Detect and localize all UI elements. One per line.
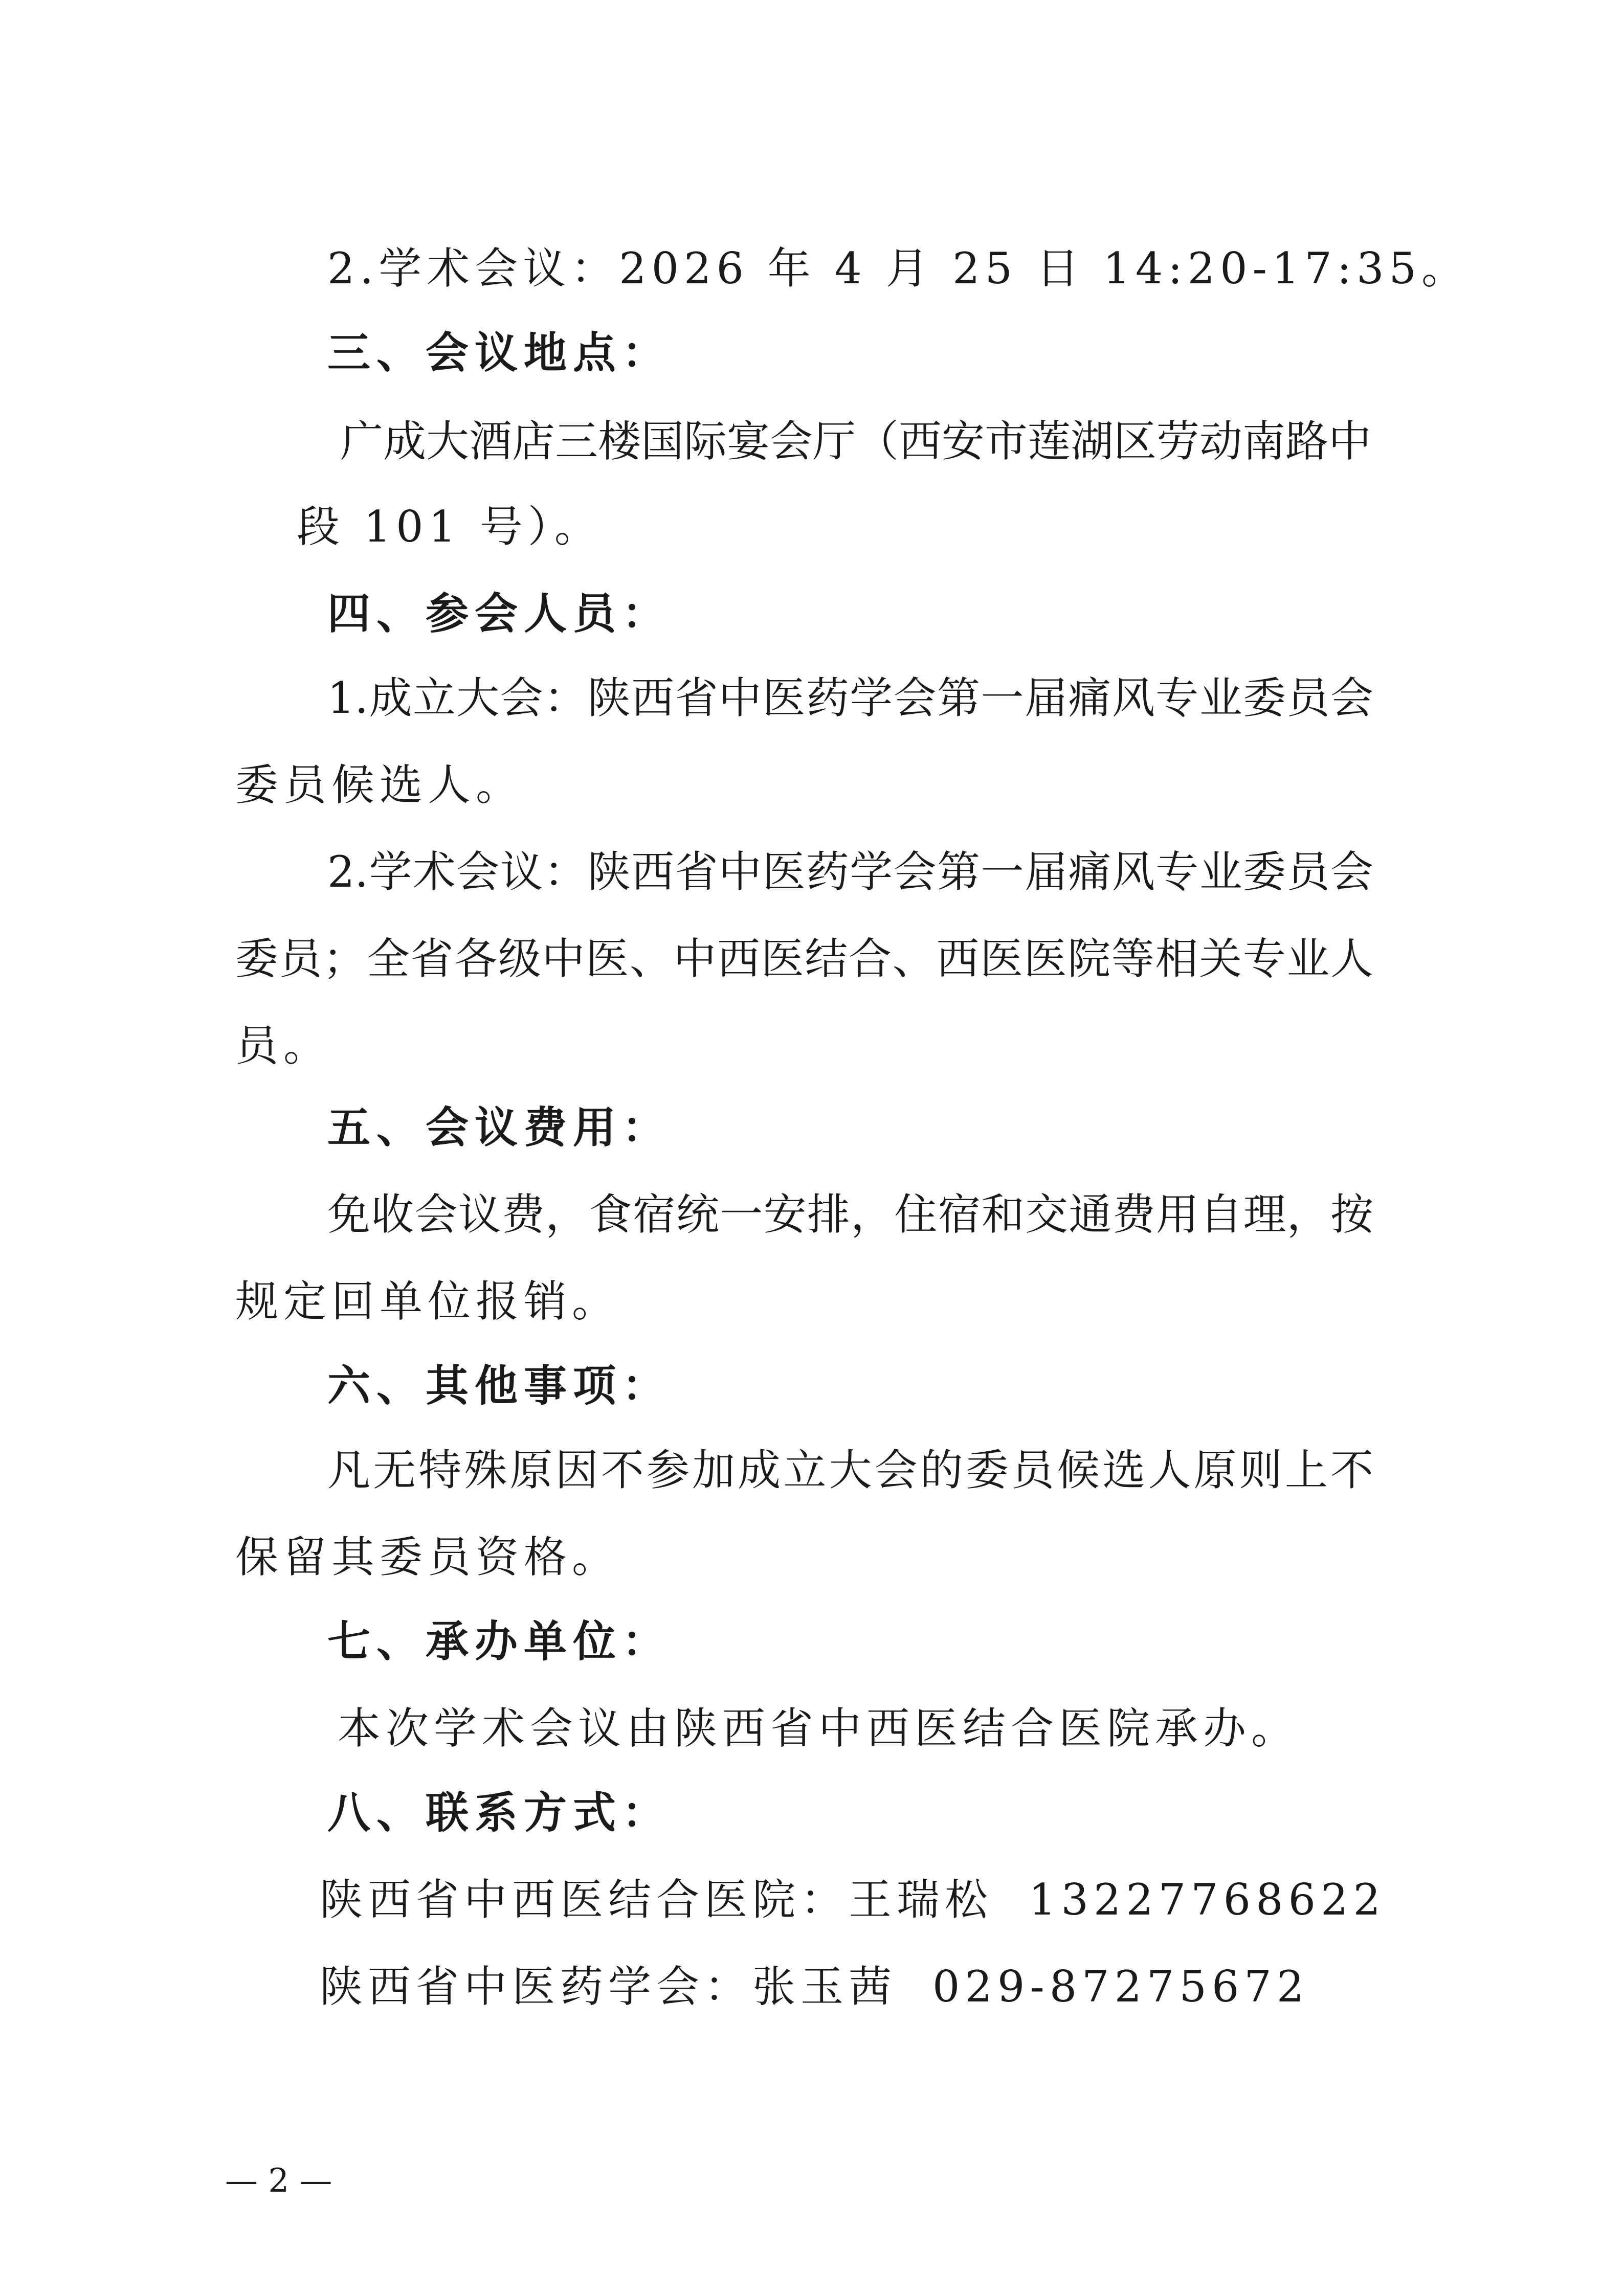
venue-line-1: 广成大酒店三楼国际宴会厅（西安市莲湖区劳动南路中 [340,416,1372,466]
section-heading-contact: 八、联系方式： [327,1788,672,1838]
section-heading-other: 六、其他事项： [327,1361,672,1411]
attendees-line-1: 1.成立大会：陕西省中医药学会第一届痛风专业委员会 [327,673,1373,723]
section-heading-organizer: 七、承办单位： [327,1616,672,1667]
section-heading-fees: 五、会议费用： [327,1102,672,1153]
fees-line-1: 免收会议费，食宿统一安排，住宿和交通费用自理，按 [327,1189,1373,1240]
meeting-time-academic: 2.学术会议：2026 年 4 月 25 日 14:20-17:35。 [327,243,1470,294]
contact-2-organization: 陕西省中医药学会：张玉茜 [320,1962,897,2012]
contact-1-phone: 13227768622 [1029,1875,1386,1925]
fees-line-2: 规定回单位报销。 [235,1276,620,1326]
contact-line-1 [320,1872,1386,1928]
page-number: — 2 — [225,2162,332,2200]
section-heading-attendees: 四、参会人员： [327,589,672,639]
attendees-line-2: 委员候选人。 [235,760,524,810]
contact-1-organization: 陕西省中西医结合医院：王瑞松 [320,1875,993,1925]
other-line-1: 凡无特殊原因不参加成立大会的委员候选人原则上不 [327,1445,1373,1495]
contact-line-2 [320,1959,1309,2015]
attendees-line-5: 员。 [235,1021,332,1071]
section-heading-venue: 三、会议地点： [327,328,672,378]
attendees-line-4: 委员；全省各级中医、中西医结合、西医医院等相关专业人 [235,934,1373,984]
attendees-line-3: 2.学术会议：陕西省中医药学会第一届痛风专业委员会 [327,847,1373,897]
venue-line-2: 段 101 号）。 [297,502,603,552]
organizer-line-1: 本次学术会议由陕西省中西医结合医院承办。 [338,1703,1300,1753]
other-line-2: 保留其委员资格。 [235,1532,620,1582]
contact-2-phone: 029-87275672 [932,1962,1309,2012]
